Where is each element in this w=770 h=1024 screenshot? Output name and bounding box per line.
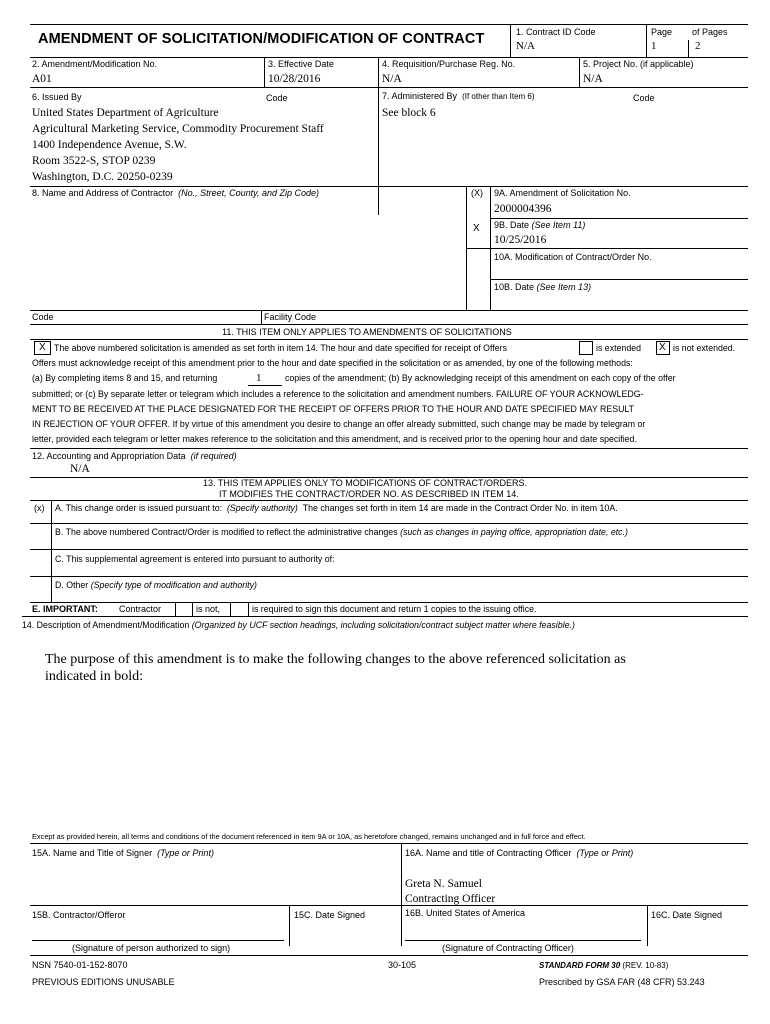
amendment-no-value: A01 <box>32 73 52 85</box>
officer-title: Contracting Officer <box>405 893 496 905</box>
important-label: E. IMPORTANT: <box>32 604 98 614</box>
item-12-label: 12. Accounting and Appropriation Data (if required) <box>32 451 237 461</box>
item-11-line-7: letter, provided each telegram or letter makes reference to the solicitation and this amendment, and is received prior to the opening hour and date specified. <box>32 434 637 444</box>
not-extended-label: is not extended. <box>673 343 736 353</box>
contract-id-value: N/A <box>516 40 535 52</box>
item-11-line-5: MENT TO BE RECEIVED AT THE PLACE DESIGNATED FOR THE RECEIPT OF OFFERS PRIOR TO THE HOUR AND DATE SPECIFIED MAY RESULT <box>32 404 635 414</box>
prescribed-by: Prescribed by GSA FAR (48 CFR) 53.243 <box>539 977 705 987</box>
facility-code-label: Facility Code <box>264 312 317 322</box>
copies-value: 1 <box>256 372 262 384</box>
effective-date-value: 10/28/2016 <box>268 73 321 85</box>
issued-line-2: Agricultural Marketing Service, Commodity Procurement Staff <box>32 123 324 135</box>
item-14-body-line-2: indicated in bold: <box>45 669 143 684</box>
form-number: 30-105 <box>388 960 417 970</box>
is-required-checkbox[interactable] <box>231 603 248 616</box>
amendment-no-label: 2. Amendment/Modification No. <box>32 59 158 69</box>
except-text: Except as provided herein, all terms and conditions of the document referenced in item 9A or 10A, as heretofore changed, remains unchanged and in full force and effect. <box>32 832 586 841</box>
previous-editions: PREVIOUS EDITIONS UNUSABLE <box>32 977 175 987</box>
item-11-line-3a: (a) By completing items 8 and 15, and returning <box>32 373 218 383</box>
is-not-checkbox[interactable] <box>176 603 192 616</box>
standard-form-label: STANDARD FORM 30 (REV. 10-83) <box>539 961 669 970</box>
contractor-code-label: Code <box>32 312 54 322</box>
effective-date-label: 3. Effective Date <box>268 59 334 69</box>
item-11-line-6: IN REJECTION OF YOUR OFFER. If by virtue of this amendment you desire to change an offer already submitted, such change may be made by telegram or <box>32 419 646 429</box>
item-9a-label: 9A. Amendment of Solicitation No. <box>494 188 631 198</box>
item-10b-label: 10B. Date (See Item 13) <box>494 282 592 292</box>
item-9b-label: 9B. Date (See Item 11) <box>494 220 586 230</box>
item-14-label: 14. Description of Amendment/Modification (Organized by UCF section headings, including solicitation/contract subject matter where feasible.) <box>22 620 575 630</box>
amended-check-mark: X <box>39 342 46 353</box>
officer-name: Greta N. Samuel <box>405 878 482 890</box>
contractor-word: Contractor <box>119 604 162 614</box>
item-11-line-2: Offers must acknowledge receipt of this amendment prior to the hour and date specified in the solicitation or as amended, by one of the following methods: <box>32 358 633 368</box>
item-13-heading-2: IT MODIFIES THE CONTRACT/ORDER NO. AS DESCRIBED IN ITEM 14. <box>219 489 519 499</box>
x-column-header: (X) <box>471 188 483 198</box>
is-extended-checkbox[interactable] <box>579 341 593 355</box>
item-14-body-line-1: The purpose of this amendment is to make the following changes to the above referenced solicitation as <box>45 652 626 667</box>
item-12-value: N/A <box>70 463 90 475</box>
requisition-label: 4. Requisition/Purchase Reg. No. <box>382 59 516 69</box>
issued-code-label: Code <box>266 93 288 103</box>
signature-contractor-caption: (Signature of person authorized to sign) <box>72 943 231 953</box>
item-9a-mark: X <box>473 223 480 234</box>
of-pages-label: of Pages <box>692 27 728 37</box>
signature-officer-caption: (Signature of Contracting Officer) <box>442 943 574 953</box>
is-not-label: is not, <box>196 604 221 614</box>
item-9a-value: 2000004396 <box>494 203 552 215</box>
item-13-d: D. Other (Specify type of modification and authority) <box>55 580 257 590</box>
issued-by-label: 6. Issued By <box>32 92 82 102</box>
of-pages-value: 2 <box>695 40 701 52</box>
item-13-a: A. This change order is issued pursuant to: (Specify authority) The changes set forth in item 14 are made in the Contract Order No. in item 10A. <box>55 503 618 513</box>
issued-line-3: 1400 Independence Avenue, S.W. <box>32 139 187 151</box>
item-11-heading: 11. THIS ITEM ONLY APPLIES TO AMENDMENTS OF SOLICITATIONS <box>222 327 512 337</box>
item-15b-label: 15B. Contractor/Offeror <box>32 910 126 920</box>
not-extended-mark: X <box>659 342 666 353</box>
item-13-x-header: (x) <box>34 503 45 513</box>
item-9b-value: 10/25/2016 <box>494 234 547 246</box>
item-13-heading-1: 13. THIS ITEM APPLIES ONLY TO MODIFICATIONS OF CONTRACT/ORDERS. <box>203 478 528 488</box>
item-13-b: B. The above numbered Contract/Order is modified to reflect the administrative changes (such as changes in paying office, appropriation date, etc.) <box>55 527 628 537</box>
issued-line-1: United States Department of Agriculture <box>32 107 219 119</box>
item-16c-label: 16C. Date Signed <box>651 910 723 920</box>
item-16a-label: 16A. Name and title of Contracting Officer (Type or Print) <box>405 848 634 858</box>
project-no-value: N/A <box>583 73 603 85</box>
form-title: AMENDMENT OF SOLICITATION/MODIFICATION OF CONTRACT <box>38 31 485 47</box>
item-13-c: C. This supplemental agreement is entered into pursuant to authority of: <box>55 554 335 564</box>
item-16b-label: 16B. United States of America <box>405 908 526 918</box>
item-15c-label: 15C. Date Signed <box>294 910 366 920</box>
item-11-line-1: The above numbered solicitation is amended as set forth in item 14. The hour and date specified for receipt of Offers <box>54 343 507 353</box>
required-text: is required to sign this document and return 1 copies to the issuing office. <box>252 604 537 614</box>
page-label: Page <box>651 27 673 37</box>
issued-line-4: Room 3522-S, STOP 0239 <box>32 155 156 167</box>
item-11-line-4: submitted; or (c) By separate letter or telegram which includes a reference to the solicitation and amendment numbers. FAILURE OF YOUR ACKNOWLEDG- <box>32 389 644 399</box>
administered-by-value: See block 6 <box>382 107 436 119</box>
item-15a-label: 15A. Name and Title of Signer (Type or Print) <box>32 848 214 858</box>
is-extended-label: is extended <box>596 343 641 353</box>
requisition-value: N/A <box>382 73 402 85</box>
contract-id-label: 1. Contract ID Code <box>516 27 596 37</box>
administered-by-label: 7. Administered By (If other than Item 6) <box>382 91 535 101</box>
item-11-line-3b: copies of the amendment; (b) By acknowledging receipt of this amendment on each copy of the offer <box>285 373 676 383</box>
issued-line-5: Washington, D.C. 20250-0239 <box>32 171 173 183</box>
nsn-number: NSN 7540-01-152-8070 <box>32 960 128 970</box>
project-no-label: 5. Project No. (if applicable) <box>583 59 694 69</box>
contractor-label: 8. Name and Address of Contractor (No., Street, County, and Zip Code) <box>32 188 319 198</box>
page-value: 1 <box>651 40 657 52</box>
item-10a-label: 10A. Modification of Contract/Order No. <box>494 252 652 262</box>
admin-code-label: Code <box>633 93 655 103</box>
